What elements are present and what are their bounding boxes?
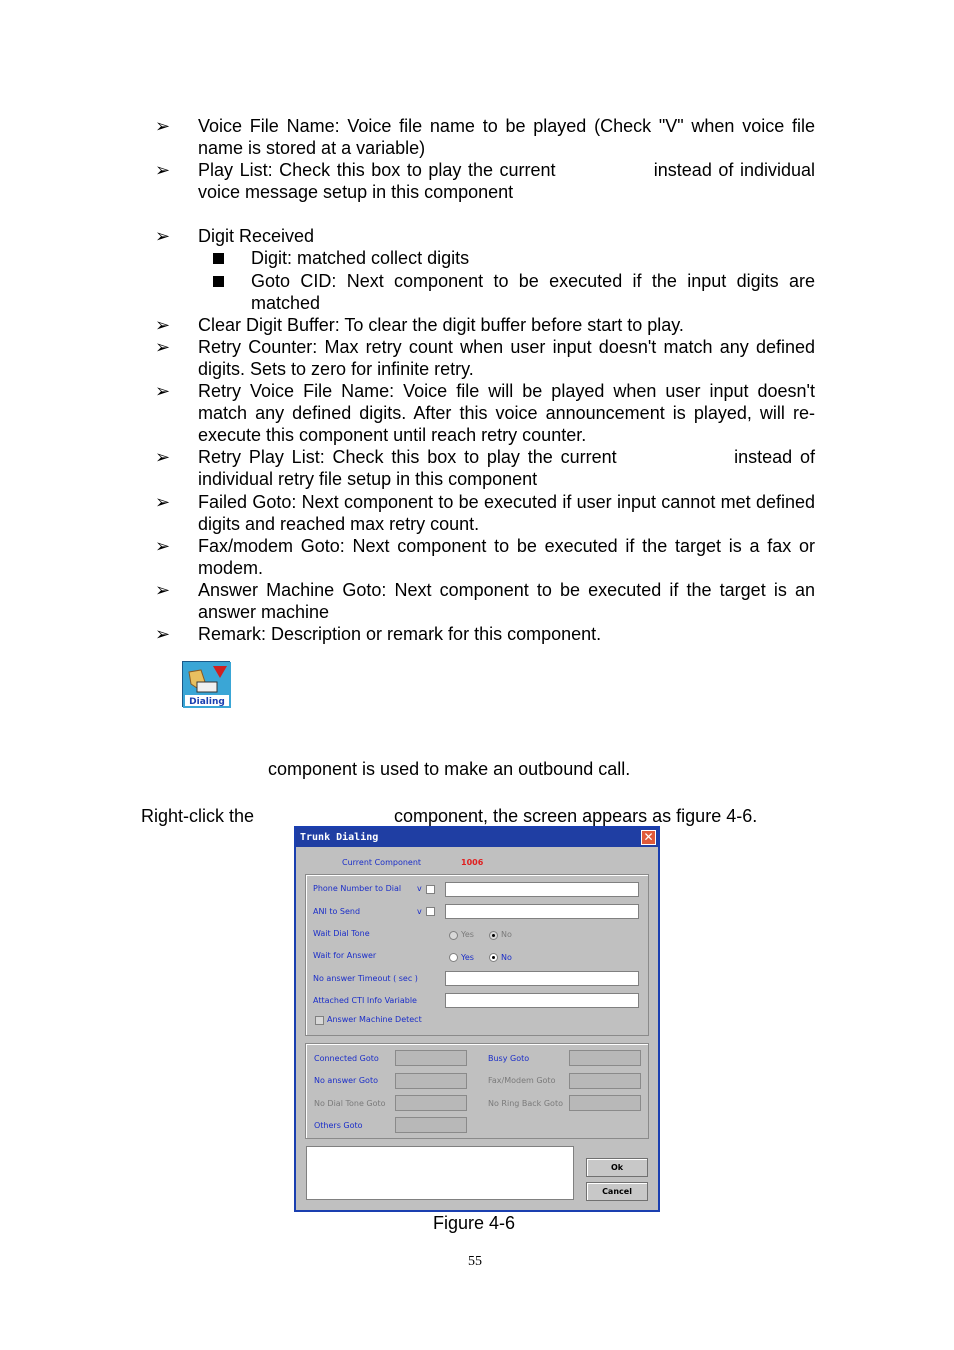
sub-bullet-goto-cid	[213, 270, 815, 314]
no-answer-timeout-input[interactable]	[445, 971, 639, 986]
arrow-bullet-icon: ➢	[155, 160, 171, 180]
fax-modem-goto-label: Fax/Modem Goto	[488, 1076, 556, 1085]
square-bullet-icon	[213, 253, 224, 264]
attached-cti-label: Attached CTI Info Variable	[313, 996, 417, 1005]
busy-goto-label: Busy Goto	[488, 1054, 530, 1063]
phone-v-label: v	[417, 884, 422, 893]
ani-v-label: v	[417, 907, 422, 916]
phone-variable-checkbox[interactable]	[426, 885, 435, 894]
no-answer-timeout-label: No answer Timeout ( sec )	[313, 974, 418, 983]
svg-text:Dialing: Dialing	[189, 697, 225, 707]
sub-bullet-text: Digit: matched collect digits	[251, 248, 470, 268]
wait-dial-tone-no-label: No	[501, 930, 512, 939]
ok-button[interactable]: Ok	[586, 1158, 648, 1177]
bullet-answer-machine-goto	[155, 579, 815, 623]
arrow-bullet-icon: ➢	[155, 536, 171, 556]
ani-to-send-input[interactable]	[445, 904, 639, 919]
arrow-bullet-icon: ➢	[155, 116, 171, 136]
others-goto-input[interactable]	[395, 1117, 467, 1133]
cancel-button[interactable]: Cancel	[586, 1182, 648, 1201]
bullet-failed-goto	[155, 491, 815, 535]
bullet-text: Digit Received	[198, 226, 315, 246]
bullet-fax-modem-goto	[155, 535, 815, 579]
wait-answer-yes-radio[interactable]	[449, 953, 458, 962]
no-ring-back-goto-label: No Ring Back Goto	[488, 1099, 563, 1108]
others-goto-label: Others Goto	[314, 1121, 363, 1130]
paragraph-right-click-left: Right-click the	[141, 806, 255, 826]
bullet-retry-counter	[155, 336, 815, 380]
sub-bullet-digit	[213, 247, 815, 269]
wait-dial-tone-yes-radio[interactable]	[449, 931, 458, 940]
figure-caption: Figure 4-6	[433, 1213, 516, 1233]
ani-to-send-label: ANI to Send	[313, 907, 361, 916]
wait-answer-no-label: No	[501, 953, 512, 962]
bullet-retry-play-list	[155, 446, 821, 490]
wait-answer-no-radio[interactable]	[489, 953, 498, 962]
fax-modem-goto-input[interactable]	[569, 1073, 641, 1089]
ani-variable-checkbox[interactable]	[426, 907, 435, 916]
paragraph-component-used: component is used to make an outbound call.	[268, 759, 631, 779]
answer-machine-detect-label: Answer Machine Detect	[327, 1015, 422, 1024]
connected-goto-input[interactable]	[395, 1050, 467, 1066]
no-answer-goto-input[interactable]	[395, 1073, 467, 1089]
no-dial-tone-goto-input[interactable]	[395, 1095, 467, 1111]
arrow-bullet-icon: ➢	[155, 492, 171, 512]
dialing-icon	[182, 661, 230, 707]
bullet-text: Retry Voice File Name: Voice file will be played when user input doesn't match any defined digits. After this voice announcement is played, will re-execute this component until reach retry counter.	[198, 381, 815, 445]
sub-bullet-text: Goto CID: Next component to be executed if the input digits are matched	[251, 271, 815, 313]
current-component-label: Current Component	[342, 858, 422, 867]
wait-dial-tone-yes-label: Yes	[461, 930, 474, 939]
busy-goto-input[interactable]	[569, 1050, 641, 1066]
connected-goto-label: Connected Goto	[314, 1054, 379, 1063]
no-ring-back-goto-input[interactable]	[569, 1095, 641, 1111]
bullet-text: Remark: Description or remark for this component.	[198, 624, 602, 644]
wait-dial-tone-no-radio[interactable]	[489, 931, 498, 940]
arrow-bullet-icon: ➢	[155, 226, 171, 246]
bullet-text: Failed Goto: Next component to be executed if user input cannot met defined digits and reached max retry count.	[198, 492, 815, 534]
bullet-play-list	[155, 159, 821, 203]
attached-cti-input[interactable]	[445, 993, 639, 1008]
wait-for-answer-label: Wait for Answer	[313, 951, 377, 960]
paragraph-right-click-right: component, the screen appears as figure 4-6.	[394, 806, 758, 826]
wait-answer-yes-label: Yes	[461, 953, 474, 962]
bullet-clear-digit-buffer	[155, 314, 815, 336]
arrow-bullet-icon: ➢	[155, 447, 171, 467]
arrow-bullet-icon: ➢	[155, 315, 171, 335]
no-dial-tone-goto-label: No Dial Tone Goto	[314, 1099, 386, 1108]
bullet-text: Retry Counter: Max retry count when user input doesn't match any defined digits. Sets to zero for infinite retry.	[198, 337, 815, 379]
remark-textarea[interactable]	[306, 1146, 574, 1200]
arrow-bullet-icon: ➢	[155, 624, 171, 644]
bullet-digit-received	[155, 225, 815, 247]
bullet-text: Play List: Check this box to play the current instead of individual voice message setup in this component	[198, 160, 821, 202]
bullet-remark	[155, 623, 815, 645]
bullet-text: Answer Machine Goto: Next component to be executed if the target is an answer machine	[198, 580, 815, 622]
bullet-text: Clear Digit Buffer: To clear the digit buffer before start to play.	[198, 315, 684, 335]
bullet-text: Fax/modem Goto: Next component to be executed if the target is a fax or modem.	[198, 536, 815, 578]
arrow-bullet-icon: ➢	[155, 337, 171, 357]
answer-machine-detect-checkbox[interactable]	[315, 1016, 324, 1025]
arrow-bullet-icon: ➢	[155, 381, 171, 401]
current-component-value: 1006	[461, 858, 484, 867]
square-bullet-icon	[213, 276, 224, 287]
wait-dial-tone-label: Wait Dial Tone	[313, 929, 370, 938]
phone-number-input[interactable]	[445, 882, 639, 897]
no-answer-goto-label: No answer Goto	[314, 1076, 378, 1085]
page-number: 55	[468, 1254, 482, 1269]
dialing-icon-graphic	[183, 662, 231, 708]
window-title: Trunk Dialing	[296, 828, 658, 847]
bullet-voice-file-name	[155, 115, 815, 159]
arrow-bullet-icon: ➢	[155, 580, 171, 600]
phone-number-label: Phone Number to Dial	[313, 884, 402, 893]
bullet-retry-voice-file	[155, 380, 815, 446]
bullet-text: Retry Play List: Check this box to play the current instead of individual retry file setup in this component	[198, 447, 821, 489]
trunk-dialing-window	[294, 826, 660, 1212]
bullet-text: Voice File Name: Voice file name to be played (Check "V" when voice file name is stored at a variable)	[198, 116, 815, 158]
close-icon[interactable]: ✕	[641, 830, 656, 845]
